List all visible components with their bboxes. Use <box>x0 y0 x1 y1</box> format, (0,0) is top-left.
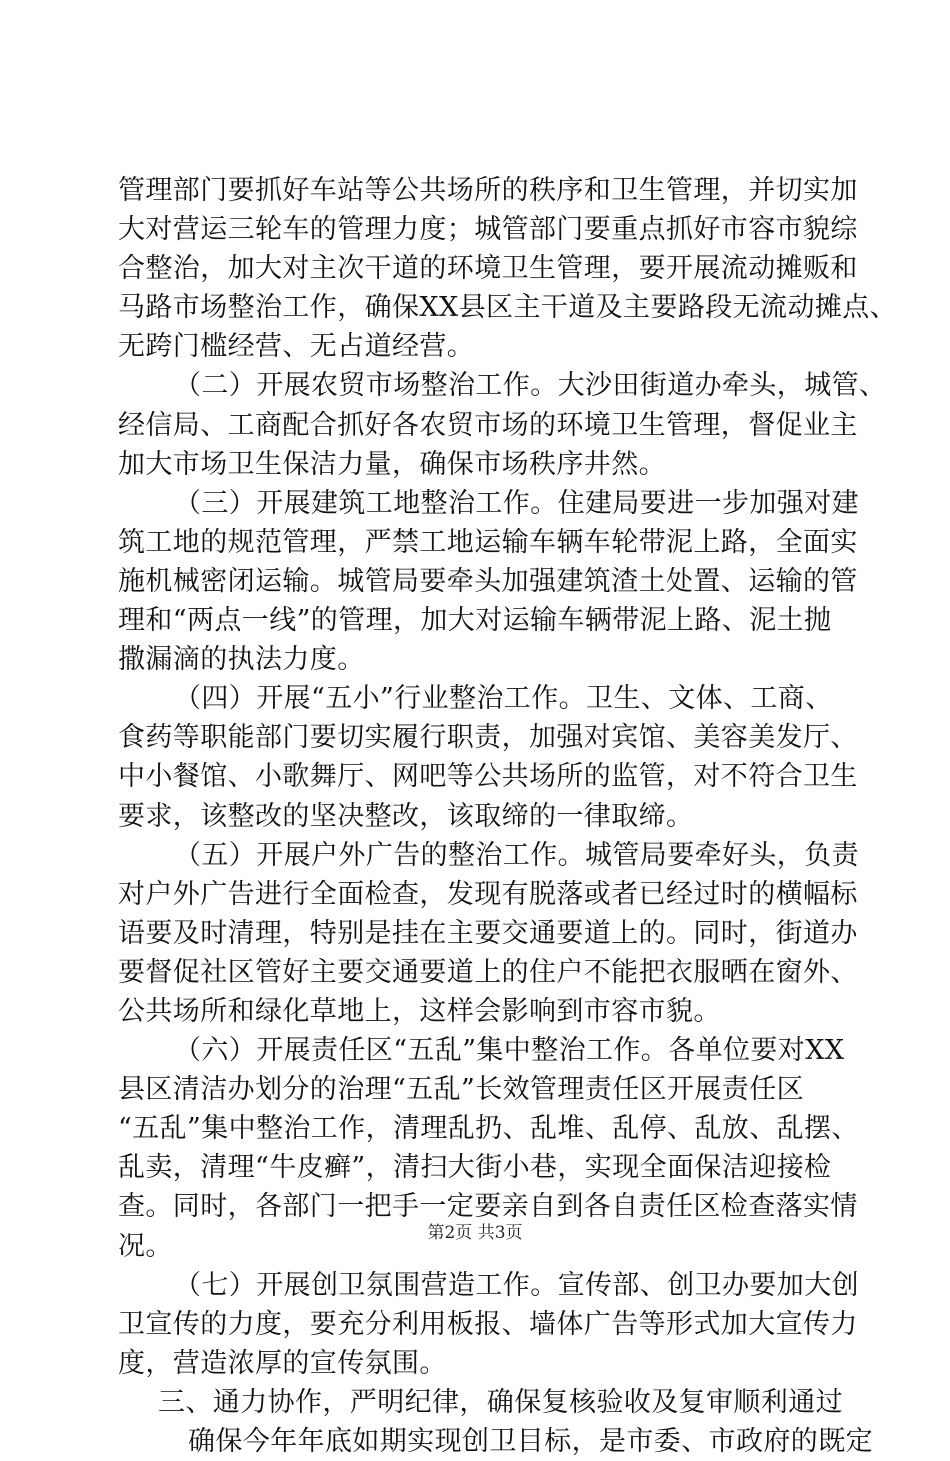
text-line: 卫宣传的力度，要充分利用板报、墙体广告等形式加大宣传力 <box>118 1308 858 1340</box>
paragraph-start-line: （三）开展建筑工地整治工作。住建局要进一步加强对建 <box>174 487 859 519</box>
text-line: 乱卖，清理“牛皮癣”，清扫大街小巷，实现全面保洁迎接检 <box>118 1152 832 1184</box>
text-line: “五乱”集中整治工作，清理乱扔、乱堆、乱停、乱放、乱摆、 <box>118 1113 859 1145</box>
paragraph-start-line: （四）开展“五小”行业整治工作。卫生、文体、工商、 <box>174 683 833 715</box>
text-line: 要求，该整改的坚决整改，该取缔的一律取缔。 <box>118 800 694 832</box>
section-heading: 三、通力协作，严明纪律，确保复核验收及复审顺利通过 <box>158 1386 843 1418</box>
text-line: 对户外广告进行全面检查，发现有脱落或者已经过时的横幅标 <box>118 878 858 910</box>
paragraph-start-line: 确保今年年底如期实现创卫目标，是市委、市政府的既定 <box>188 1426 873 1457</box>
text-line: 查。同时，各部门一把手一定要亲自到各自责任区检查落实情 <box>118 1191 858 1223</box>
text-line: 公共场所和绿化草地上，这样会影响到市容市貌。 <box>118 995 721 1027</box>
document-body <box>118 171 898 1461</box>
text-line: 要督促社区管好主要交通要道上的住户不能把衣服晒在窗外、 <box>118 956 858 988</box>
text-line: 中小餐馆、小歌舞厅、网吧等公共场所的监管，对不符合卫生 <box>118 761 858 793</box>
text-line: 食药等职能部门要切实履行职责，加强对宾馆、美容美发厅、 <box>118 722 858 754</box>
text-line: 经信局、工商配合抓好各农贸市场的环境卫生管理，督促业主 <box>118 409 858 441</box>
paragraph-start-line: （二）开展农贸市场整治工作。大沙田街道办牵头，城管、 <box>174 370 887 402</box>
text-line: 撒漏滴的执法力度。 <box>118 644 365 676</box>
paragraph-start-line: （六）开展责任区“五乱”集中整治工作。各单位要对XX <box>174 1035 845 1067</box>
page-footer: 第2页 共3页 <box>427 1223 523 1243</box>
text-line: 合整治，加大对主次干道的环境卫生管理，要开展流动摊贩和 <box>118 253 858 285</box>
text-line: 县区清洁办划分的治理“五乱”长效管理责任区开展责任区 <box>118 1074 805 1106</box>
text-line: 大对营运三轮车的管理力度；城管部门要重点抓好市容市貌综 <box>118 214 858 246</box>
text-line: 况。 <box>118 1230 173 1262</box>
text-line: 加大市场卫生保洁力量，确保市场秩序井然。 <box>118 448 666 480</box>
paragraph-start-line: （五）开展户外广告的整治工作。城管局要牵好头，负责 <box>174 839 859 871</box>
text-line: 度，营造浓厚的宣传氛围。 <box>118 1347 447 1379</box>
text-line: 理和“两点一线”的管理，加大对运输车辆带泥上路、泥土抛 <box>118 605 832 637</box>
text-line: 马路市场整治工作，确保XX县区主干道及主要路段无流动摊点、 <box>118 292 898 324</box>
text-line: 语要及时清理，特别是挂在主要交通要道上的。同时，街道办 <box>118 917 858 949</box>
paragraph-start-line: （七）开展创卫氛围营造工作。宣传部、创卫办要加大创 <box>174 1269 859 1301</box>
text-line: 施机械密闭运输。城管局要牵头加强建筑渣土处置、运输的管 <box>118 565 858 597</box>
text-line: 无跨门槛经营、无占道经营。 <box>118 331 475 363</box>
text-line: 管理部门要抓好车站等公共场所的秩序和卫生管理，并切实加 <box>118 175 858 206</box>
text-line: 筑工地的规范管理，严禁工地运输车辆车轮带泥上路，全面实 <box>118 526 858 558</box>
